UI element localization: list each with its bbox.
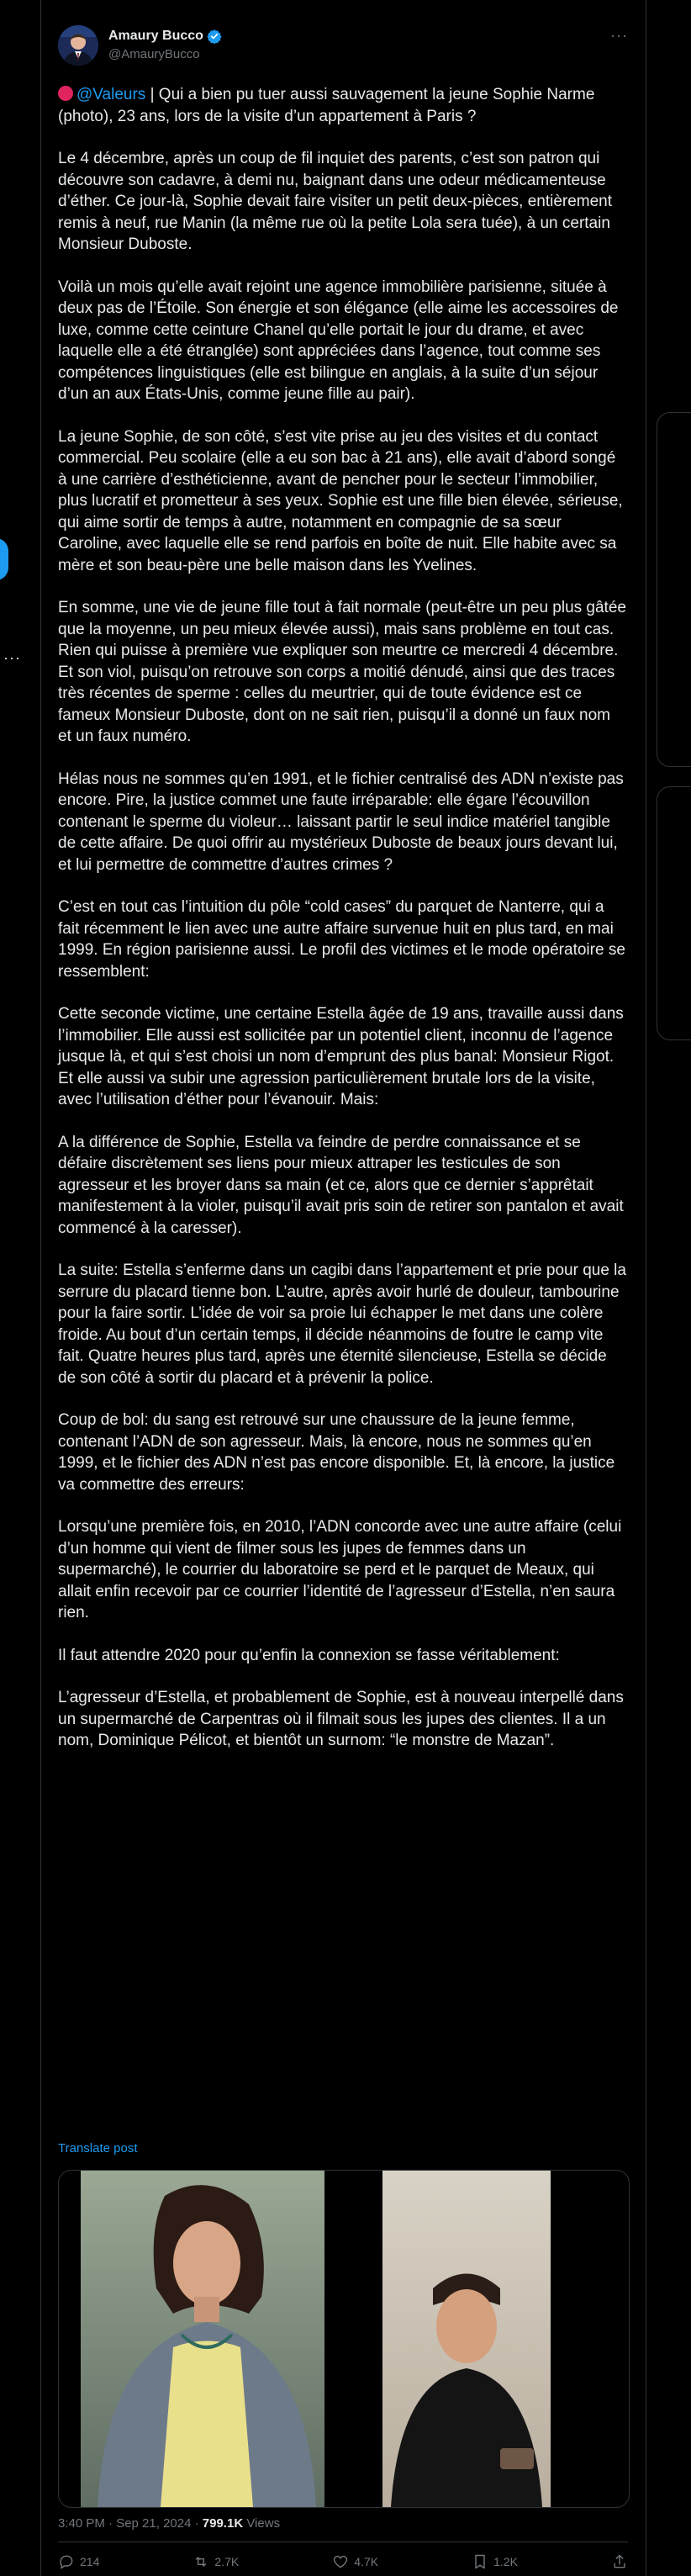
action-bar bbox=[58, 2553, 628, 2570]
right-sidebar-edge bbox=[646, 0, 691, 2576]
reply-button[interactable] bbox=[58, 2553, 99, 2570]
reply-count: 214 bbox=[80, 2555, 100, 2568]
post-paragraph: Le 4 décembre, après un coup de fil inquiet des parents, c’est son patron qui découvre son cadavre, à demi nu, baignant dans une odeur médicamenteuse d’éther. Ce jour-là, Sophie devait faire visiter un petit deux-pièces, entièrement remis à neuf, rue Manin (la même rue où la petite Lola sera tuée), à un certain Monsieur Duboste. bbox=[58, 150, 613, 253]
post-paragraph: Cette seconde victime, une certaine Estella âgée de 19 ans, travaille aussi dans l’immobilier. Elle aussi est sollicitée par un potentiel client, inconnu de l’agence jusque là, et qui s’est choisi un nom d’emprunt des plus banal: Monsieur Rigot. Et elle aussi va subir une agression particulièrement brutale lors de la visite, avec l’utilisation d’éther pour l’évanouir. Mais: bbox=[58, 1005, 624, 1108]
post-meta bbox=[58, 2516, 280, 2531]
post-paragraph: A la différence de Sophie, Estella va feindre de perdre connaissance et se défaire discrètement ses liens pour mieux attraper les testicules de son agresseur et les broyer dans sa main (et ce, alors que ce dernier s’apprêtait manifestement à la violer, puisqu’il avait pris soin de retirer son pantalon et avait commencé à la caresser). bbox=[58, 1133, 624, 1237]
left-sidebar-edge bbox=[0, 0, 41, 2576]
post-paragraph: La jeune Sophie, de son côté, s’est vite prise au jeu des visites et du contact commercial. Peu scolaire (elle a eu son bac à 21 ans), elle avait d’abord songé à une carrière d’esthéticienne, avant de pencher pour le secteur l’immobilier, plus lucratif et prometteur à ses yeux. Sophie est une fille bien élevée, sérieuse, qui aime sortir de temps à autre, notamment en compagnie de sa sœur Caroline, avec laquelle elle se rend parfois en boîte de nuit. Elle habite avec sa mère et son beau-père une belle maison dans les Yvelines. bbox=[58, 427, 623, 574]
red-circle-emoji-icon bbox=[58, 86, 73, 101]
repost-icon bbox=[193, 2553, 209, 2570]
post-paragraph: Voilà un mois qu’elle avait rejoint une agence immobilière parisienne, située à deux pas de l’Étoile. Son énergie et son élégance (elle aime les accessoires de luxe, comme cette ceinture Chanel qu’elle portait le jour du drame, et avec laquelle elle a été étranglée) sont appréciées dans l’agence, tout comme ses compétences linguistiques (elle est bilingue en anglais, à la suite d’un séjour d’un an aux États-Unis, comme jeune fille au pair). bbox=[58, 278, 619, 403]
photo-man-right[interactable] bbox=[382, 2171, 551, 2507]
share-icon bbox=[611, 2553, 628, 2570]
views-count: 799.1K bbox=[202, 2516, 244, 2531]
repost-count: 2.7K bbox=[214, 2555, 240, 2568]
post-header bbox=[58, 25, 628, 76]
photo-woman-left[interactable] bbox=[81, 2171, 324, 2507]
post-paragraph: Coup de bol: du sang est retrouvé sur une chaussure de la jeune femme, contenant l’ADN de son agresseur. Mais, là encore, nous ne sommes qu’en 1999, et le fichier des ADN n’est pas encore disponible. Et, là encore, la justice va commettre des erreurs: bbox=[58, 1411, 615, 1494]
more-options-icon[interactable]: ··· bbox=[610, 27, 628, 44]
like-count: 4.7K bbox=[354, 2555, 379, 2568]
repost-button[interactable] bbox=[193, 2553, 239, 2570]
post-media[interactable] bbox=[58, 2170, 630, 2508]
post-timestamp[interactable]: 3:40 PM · Sep 21, 2024 · bbox=[58, 2516, 203, 2531]
who-to-follow-panel-edge bbox=[657, 786, 691, 1040]
reply-icon bbox=[58, 2553, 75, 2570]
verified-badge-icon bbox=[207, 29, 222, 44]
post-paragraph: En somme, une vie de jeune fille tout à fait normale (peut-être un peu plus gâtée que la moyenne, un peu mieux élevée aussi), mais sans problème en tout cas. Rien qui puisse à première vue expliquer son meurtre ce mercredi 4 décembre. Et son viol, puisqu’on retrouve son corps a moitié dénudé, ainsi que des traces très récentes de sperme : celles du meurtrier, qui de toute évidence est ce fameux Monsieur Duboste, dont on ne sait rien, puisqu’il a donné un faux nom et un faux numéro. bbox=[58, 599, 626, 745]
handle[interactable]: @AmauryBucco bbox=[108, 47, 200, 61]
avatar-image bbox=[58, 25, 98, 66]
like-button[interactable] bbox=[332, 2553, 378, 2570]
intro-text: | Qui a bien pu tuer aussi sauvagement la jeune Sophie Narme (photo), 23 ans, lors de la visite d’un appartement à Paris ? bbox=[58, 86, 595, 125]
post-paragraph: C’est en tout cas l’intuition du pôle “cold cases” du parquet de Nanterre, qui a fait récemment le lien avec une autre affaire survenue huit en plus tard, en mai 1999. En région parisienne aussi. Le profil des victimes et le mode opératoire se ressemblent: bbox=[58, 898, 625, 981]
post-intro bbox=[58, 84, 628, 127]
share-button[interactable] bbox=[611, 2553, 628, 2570]
bookmark-count: 1.2K bbox=[493, 2555, 518, 2568]
trends-panel-edge bbox=[657, 412, 691, 767]
heart-icon bbox=[332, 2553, 349, 2570]
bookmark-icon bbox=[472, 2553, 488, 2570]
post-paragraph: Il faut attendre 2020 pour qu’enfin la connexion se fasse véritablement: bbox=[58, 1646, 560, 1664]
post-paragraph: Hélas nous ne sommes qu’en 1991, et le fichier centralisé des ADN n’existe pas encore. Pire, la justice commet une faute irréparable: elle égare l’écouvillon contenant le sperme du violeur… laissant partir le seul indice matériel tangible de cette affaire. De quoi offrir au mystérieux Duboste de beaux jours devant lui, et lui permettre de commettre d’autres crimes ? bbox=[58, 770, 624, 874]
mention-link[interactable]: @Valeurs bbox=[76, 86, 146, 103]
post-paragraph: Lorsqu’une première fois, en 2010, l’ADN concorde avec une autre affaire (celui d’un homme qui vient de filmer sous les jupes de femmes dans un supermarché), le courrier du laboratoire se perd et le parquet de Meaux, qui allait enfin recevoir par ce courrier l’identité de l’agresseur d’Estella, n’en saura rien. bbox=[58, 1518, 622, 1621]
bookmark-button[interactable] bbox=[472, 2553, 518, 2570]
translate-post-link[interactable]: Translate post bbox=[58, 2141, 138, 2155]
post-paragraph: La suite: Estella s’enferme dans un cagibi dans l’appartement et prie pour que la serrure du placard tienne bon. L’autre, après avoir hurlé de douleur, tambourine pour la faire sortir. L’idée de voir sa proie lui échapper le met dans une colère froide. Au bout d’un certain temps, il décide néanmoins de foutre le camp vite fait. Quatre heures plus tard, après une éternité silencieuse, Estella se décide de son côté à sortir du placard et à prévenir la police. bbox=[58, 1262, 626, 1387]
avatar[interactable] bbox=[58, 25, 98, 66]
post-button-edge[interactable] bbox=[0, 538, 8, 580]
more-menu-icon[interactable]: ··· bbox=[3, 649, 21, 666]
post-text bbox=[58, 84, 628, 1752]
views-label: Views bbox=[243, 2516, 281, 2531]
post-paragraph: L’agresseur d’Estella, et probablement de Sophie, est à nouveau interpellé dans un supermarché de Carpentras où il filmait sous les jupes des clientes. Il a un nom, Dominique Pélicot, et bientôt un surnom: “le monstre de Mazan”. bbox=[58, 1689, 624, 1749]
post bbox=[41, 0, 645, 2576]
display-name[interactable]: Amaury Bucco bbox=[108, 29, 203, 43]
